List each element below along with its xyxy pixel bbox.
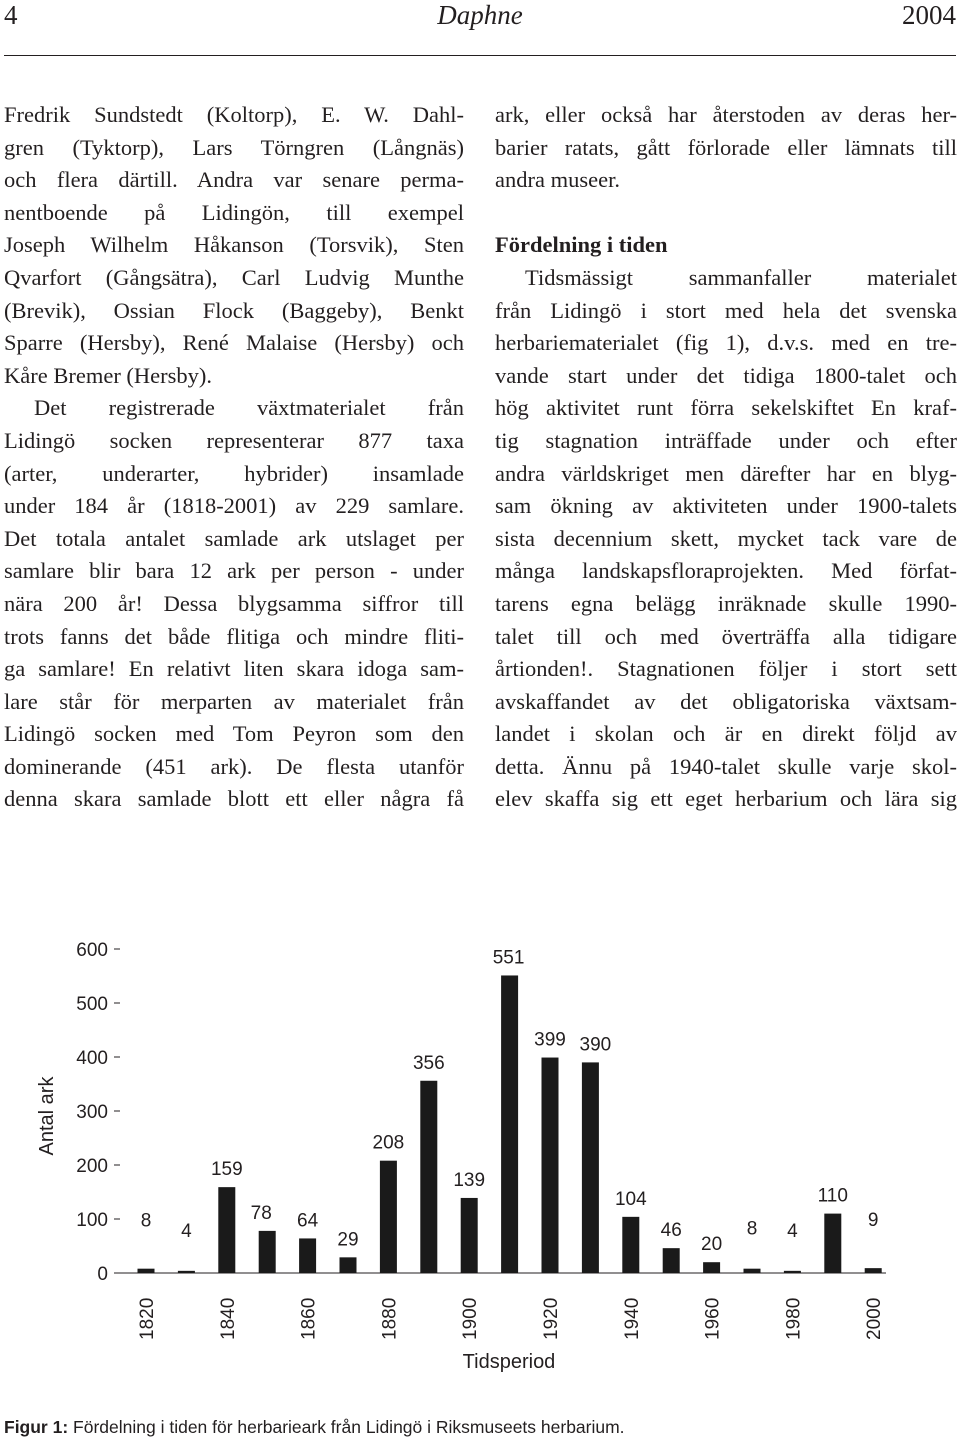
text-line: Fredrik Sundstedt (Koltorp), E. W. Dahl- bbox=[4, 102, 464, 127]
text-line: och flera därtill. Andra var senare perma- bbox=[4, 167, 464, 193]
bar bbox=[178, 1271, 195, 1273]
text-line: barier ratats, gått förlorade eller lämnats till bbox=[495, 134, 957, 160]
bar bbox=[299, 1238, 316, 1273]
bar bbox=[784, 1271, 801, 1273]
bar bbox=[380, 1161, 397, 1273]
bar bbox=[865, 1268, 882, 1273]
page-header bbox=[0, 0, 960, 40]
bar bbox=[259, 1231, 276, 1273]
bar-value-label: 8 bbox=[746, 1218, 758, 1240]
x-tick-label: 1960 bbox=[702, 1297, 724, 1340]
text-line: andra museer. bbox=[495, 167, 620, 193]
y-tick-label: 200 bbox=[76, 1156, 108, 1177]
bar bbox=[138, 1269, 155, 1273]
text-line: hög aktivitet runt förra sekelskiftet En kraf- bbox=[495, 395, 957, 421]
page-number: 4 bbox=[4, 0, 18, 30]
text-line: elev skaffa sig ett eget herbarium och lära sig bbox=[495, 786, 957, 812]
x-tick-label: 1880 bbox=[379, 1297, 401, 1340]
bar-value-label: 4 bbox=[181, 1220, 192, 1242]
page-year: 2004 bbox=[902, 0, 956, 30]
text-line: nära 200 år! Dessa blygsamma siffror till bbox=[4, 590, 464, 616]
section-heading: Fördelning i tiden bbox=[495, 232, 668, 258]
text-line: nentboende på Lidingön, till exempel bbox=[4, 199, 464, 225]
x-tick-label: 1940 bbox=[621, 1297, 643, 1340]
journal-name: Daphne bbox=[437, 0, 523, 30]
text-line: under 184 år (1818-2001) av 229 samlare. bbox=[4, 493, 464, 519]
text-line: Tidsmässigt sammanfaller materialet bbox=[525, 264, 957, 290]
text-line: sista decennium skett, mycket tack vare de bbox=[495, 525, 957, 551]
x-tick-label: 1840 bbox=[217, 1297, 239, 1340]
text-line: Lidingö socken representerar 877 taxa bbox=[4, 427, 464, 453]
right-body-paragraph bbox=[495, 262, 957, 816]
bar bbox=[824, 1214, 841, 1273]
bar bbox=[663, 1248, 680, 1273]
text-line: dominerande (451 ark). De flesta utanför bbox=[4, 753, 464, 779]
text-line: landet i skolan och är en direkt följd av bbox=[495, 721, 957, 747]
bar bbox=[744, 1269, 761, 1273]
bar-value-label: 139 bbox=[453, 1169, 486, 1191]
text-line: Det registrerade växtmaterialet från bbox=[34, 395, 464, 421]
y-tick-label: 0 bbox=[97, 1264, 108, 1285]
text-line: årtionden!. Stagnationen följer i stort sett bbox=[495, 656, 957, 682]
right-intro-paragraph bbox=[495, 99, 957, 197]
bar-value-label: 78 bbox=[250, 1202, 272, 1224]
text-line: Kåre Bremer (Hersby). bbox=[4, 362, 213, 388]
y-tick-label: 300 bbox=[76, 1102, 108, 1123]
bar-value-label: 64 bbox=[297, 1210, 319, 1232]
text-line: (Brevik), Ossian Flock (Baggeby), Benkt bbox=[4, 297, 464, 323]
y-tick-label: 500 bbox=[76, 994, 108, 1015]
text-line: från Lidingö i stort med hela det svenska bbox=[495, 297, 957, 323]
bar-value-label: 110 bbox=[817, 1185, 848, 1207]
y-axis-title: Antal ark bbox=[36, 1076, 58, 1156]
text-line: samlare blir bara 12 ark per person - under bbox=[4, 558, 464, 584]
bar-value-label: 104 bbox=[614, 1188, 647, 1210]
text-line: talet till och med överträffa alla tidigare bbox=[495, 623, 957, 649]
bar-value-label: 399 bbox=[534, 1029, 566, 1051]
x-tick-label: 1920 bbox=[541, 1297, 562, 1340]
text-line: många landskapsfloraprojekten. Med förfat- bbox=[495, 558, 957, 584]
x-tick-label: 1820 bbox=[137, 1297, 158, 1340]
text-line: Sparre (Hersby), René Malaise (Hersby) och bbox=[4, 330, 464, 356]
left-text-column bbox=[4, 99, 464, 816]
text-line: gren (Tyktorp), Lars Törngren (Långnäs) bbox=[4, 134, 464, 160]
y-tick-label: 400 bbox=[76, 1048, 108, 1069]
text-line: ga samlare! En relativt liten skara idoga sam- bbox=[4, 656, 464, 682]
text-line: herbariematerialet (fig 1), d.v.s. med en tre- bbox=[495, 330, 957, 356]
text-line: Det totala antalet samlade ark utslaget per bbox=[4, 525, 464, 551]
text-line: sam ökning av aktiviteten under 1900-talets bbox=[495, 493, 957, 519]
bar-value-label: 46 bbox=[660, 1220, 682, 1242]
x-tick-label: 1900 bbox=[460, 1297, 482, 1340]
x-tick-label: 1860 bbox=[298, 1297, 320, 1340]
bar bbox=[622, 1217, 639, 1273]
bar-value-label: 356 bbox=[412, 1052, 445, 1074]
text-line: trots fanns det både flitiga och mindre fliti- bbox=[4, 623, 464, 649]
text-line: denna skara samlade blott ett eller några få bbox=[4, 786, 464, 812]
bar bbox=[420, 1081, 437, 1273]
text-line: vande start under det tidiga 1800-talet och bbox=[495, 362, 957, 388]
bar bbox=[703, 1262, 720, 1273]
text-line: Qvarfort (Gångsätra), Carl Ludvig Munthe bbox=[4, 264, 464, 290]
bar-value-label: 4 bbox=[787, 1220, 798, 1242]
bar-value-label: 20 bbox=[701, 1234, 723, 1256]
y-tick-label: 100 bbox=[76, 1210, 108, 1231]
bar-chart-figure bbox=[0, 920, 960, 1400]
bar-value-label: 8 bbox=[140, 1210, 152, 1232]
bar bbox=[461, 1198, 478, 1273]
text-line: andra världskriget men därefter har en blyg- bbox=[495, 460, 957, 486]
caption-label: Figur 1: bbox=[4, 1417, 69, 1437]
figure-caption bbox=[4, 1416, 625, 1438]
bar-value-label: 390 bbox=[579, 1034, 612, 1056]
bar-value-label: 29 bbox=[337, 1229, 359, 1251]
text-line: ark, eller också har återstoden av deras her- bbox=[495, 102, 957, 127]
bar-value-label: 9 bbox=[867, 1210, 879, 1232]
bar-value-label: 208 bbox=[372, 1132, 405, 1154]
caption-text: Fördelning i tiden för herbarieark från Lidingö i Riksmuseets herbarium. bbox=[68, 1417, 625, 1437]
x-tick-label: 1980 bbox=[783, 1297, 805, 1340]
bar-value-label: 551 bbox=[492, 947, 525, 969]
text-line: detta. Ännu på 1940-talet skulle varje skol- bbox=[495, 753, 957, 779]
bar bbox=[582, 1062, 599, 1273]
paragraph-gap bbox=[495, 197, 957, 230]
right-text-column bbox=[495, 99, 957, 816]
text-line: tig stagnation inträffade under och efter bbox=[495, 427, 957, 453]
header-rule bbox=[4, 55, 956, 56]
y-tick-label: 600 bbox=[76, 940, 108, 961]
bar bbox=[542, 1058, 559, 1273]
text-line: tarens egna belägg inräknade skulle 1990- bbox=[495, 590, 957, 616]
text-line: (arter, underarter, hybrider) insamlade bbox=[4, 460, 464, 486]
text-line: avskaffandet av det obligatoriska växtsam- bbox=[495, 688, 957, 714]
bar-chart bbox=[0, 920, 960, 1400]
bar bbox=[340, 1257, 357, 1273]
bar-value-label: 159 bbox=[210, 1159, 243, 1181]
x-tick-label: 2000 bbox=[864, 1297, 886, 1340]
text-line: Joseph Wilhelm Håkanson (Torsvik), Sten bbox=[4, 232, 464, 258]
text-line: lare står för merparten av materialet från bbox=[4, 688, 464, 714]
text-line: Lidingö socken med Tom Peyron som den bbox=[4, 721, 464, 747]
bar bbox=[501, 975, 518, 1273]
x-axis-title: Tidsperiod bbox=[462, 1351, 556, 1373]
bar bbox=[218, 1187, 235, 1273]
